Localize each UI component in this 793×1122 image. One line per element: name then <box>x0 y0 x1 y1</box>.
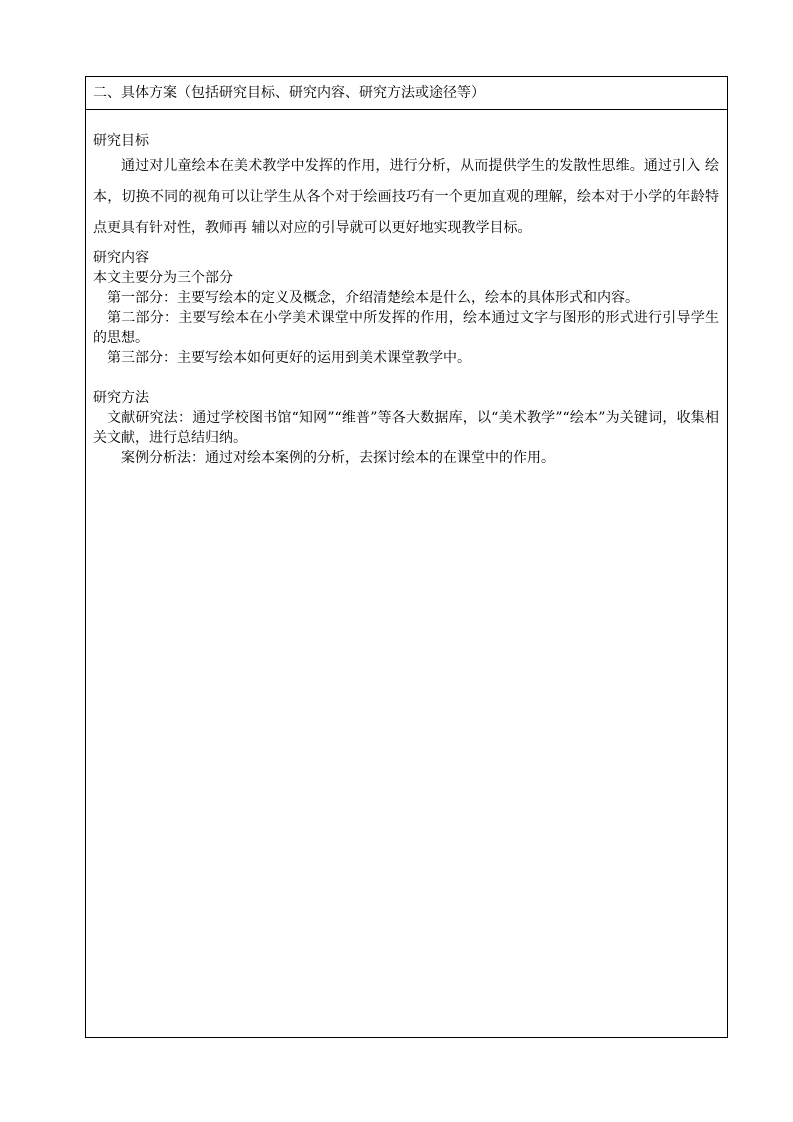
research-content-part-1: 第一部分：主要写绘本的定义及概念，介绍清楚绘本是什么，绘本的具体形式和内容。 <box>107 290 639 306</box>
research-goal-heading: 研究目标 <box>93 133 149 149</box>
research-content-part-2: 第二部分：主要写绘本在小学美术课堂中所发挥的作用，绘本通过文字与图形的形式进行引导学生的思想。 <box>93 310 719 346</box>
research-content-heading: 研究内容 <box>93 250 149 266</box>
spacer <box>93 368 719 388</box>
plan-table <box>85 76 728 1038</box>
research-method-case-study: 案例分析法：通过对绘本案例的分析，去探讨绘本的在课堂中的作用。 <box>121 450 555 466</box>
plan-content <box>93 131 719 468</box>
research-content-intro: 本文主要分为三个部分 <box>93 270 233 286</box>
research-content-part-3: 第三部分：主要写绘本如何更好的运用到美术课堂教学中。 <box>107 350 471 366</box>
research-goal-paragraph: 通过对儿童绘本在美术教学中发挥的作用，进行分析，从而提供学生的发散性思维。通过引入 绘本，切换不同的视角可以让学生从各个对于绘画技巧有一个更加直观的理解，绘本对于小学的年龄特点更具有针对性，教师再 辅以对应的引导就可以更好地实现教学目标。 <box>93 158 719 236</box>
research-method-literature: 文献研究法：通过学校图书馆“知网”“维普”等各大数据库，以“美术教学”“绘本”为关键词，收集相关文献，进行总结归纳。 <box>93 410 719 446</box>
section-header: 二、具体方案（包括研究目标、研究内容、研究方法或途径等） <box>86 77 727 110</box>
research-methods-heading: 研究方法 <box>93 390 149 406</box>
